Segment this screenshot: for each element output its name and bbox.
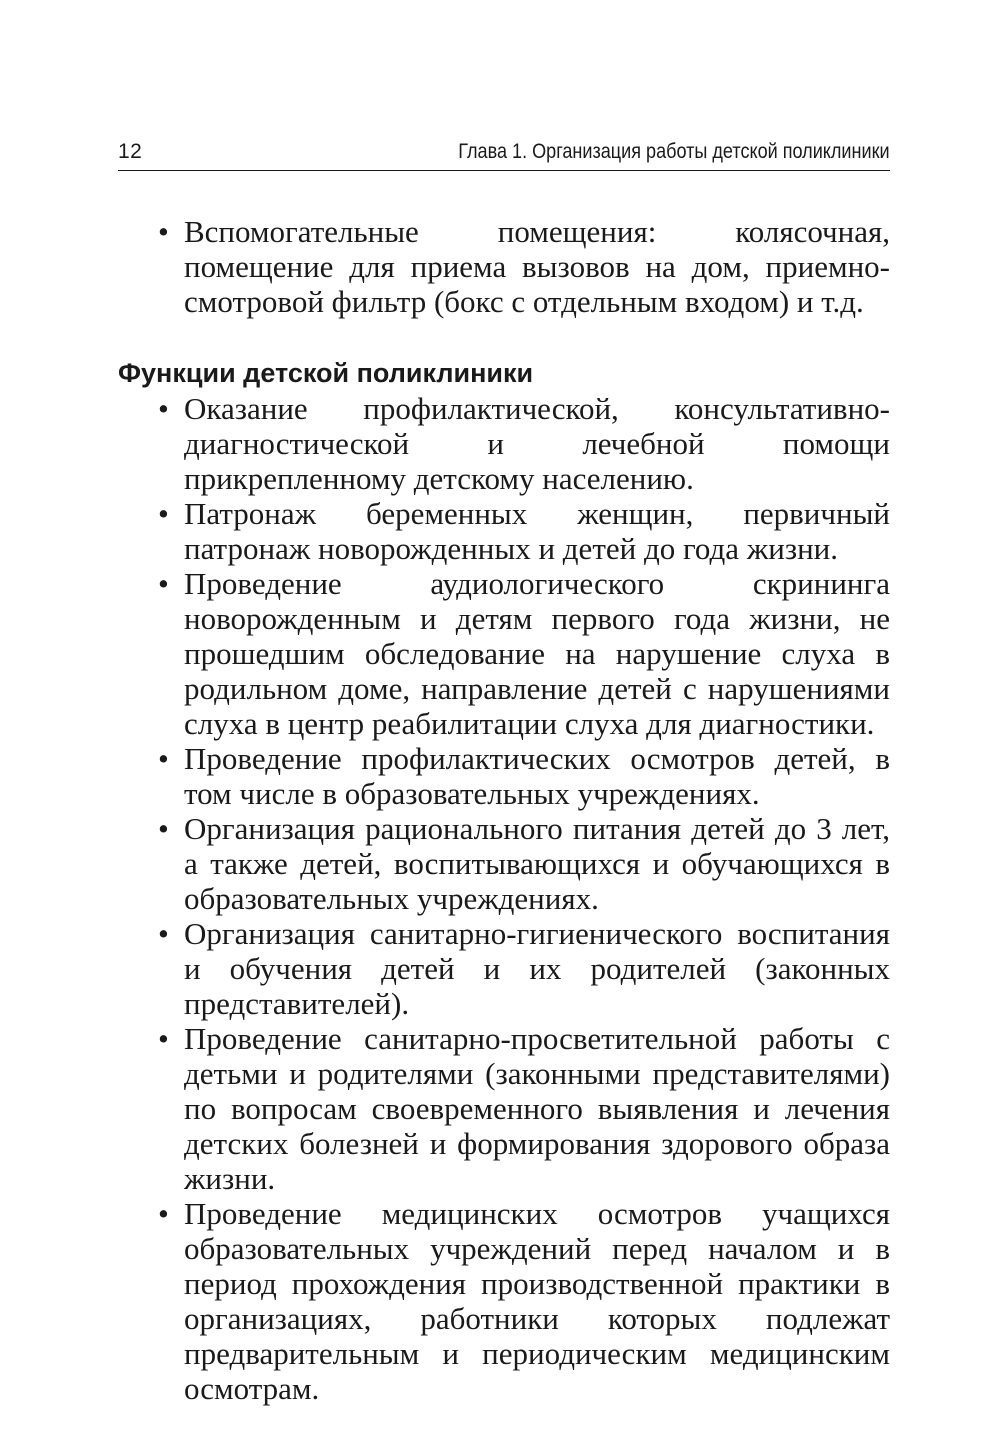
list-item: • Организация санитарно-гигиенического воспитания и обучения детей и их родителей (законных представителей).: [118, 916, 890, 1021]
list-item: • Патронаж беременных женщин, первичный патронаж новорожденных и детей до года жизни.: [118, 496, 890, 566]
intro-list: [118, 214, 890, 319]
functions-list: [118, 391, 890, 1406]
list-item: • Вспомогательные помещения: колясочная, помещение для приема вызовов на дом, приемно-смотровой фильтр (бокс с отдельным входом) и т.д.: [118, 214, 890, 319]
list-item: • Проведение аудиологического скрининга новорожденным и детям первого года жизни, не прошедшим обследование на нарушение слуха в родильном доме, направление детей с нарушениями слуха в центр реабилитации слуха для диагностики.: [118, 566, 890, 741]
list-item: • Проведение профилактических осмотров детей, в том числе в образовательных учреждениях.: [118, 741, 890, 811]
list-item: • Организация рационального питания детей до 3 лет, а также детей, воспитывающихся и обучающихся в образовательных учреждениях.: [118, 811, 890, 916]
list-item: • Оказание профилактической, консультативно-диагностической и лечебной помощи прикрепленному детскому населению.: [118, 391, 890, 496]
running-title: Глава 1. Организация работы детской поликлиники: [458, 140, 890, 163]
list-item: • Проведение медицинских осмотров учащихся образовательных учреждений перед началом и в период прохождения производственной практики в организациях, работники которых подлежат предварительным и периодическим медицинским осмотрам.: [118, 1196, 890, 1406]
list-item: • Проведение санитарно-просветительной работы с детьми и родителями (законными представителями) по вопросам своевременного выявления и лечения детских болезней и формирования здорового образа жизни.: [118, 1021, 890, 1196]
section-heading: Функции детской поликлиники: [118, 358, 534, 388]
page-header: [118, 136, 890, 171]
page-content: [118, 214, 890, 1406]
page-number: 12: [118, 140, 143, 163]
